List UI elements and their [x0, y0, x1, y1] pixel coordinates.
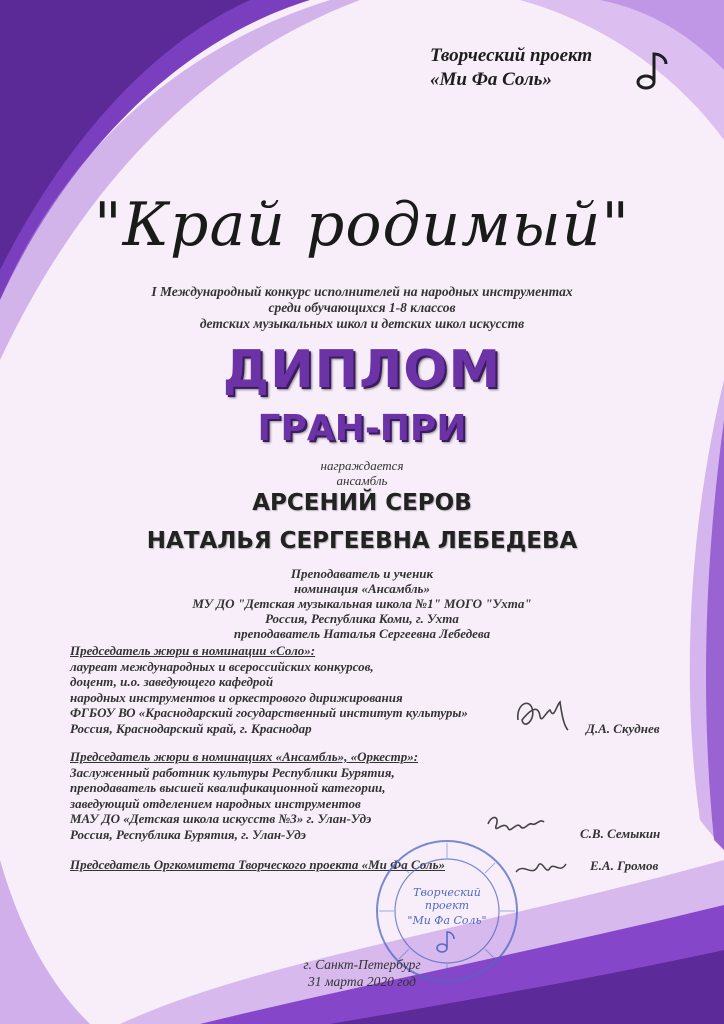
project-label-line2: «Ми Фа Соль»: [430, 69, 552, 90]
music-note-icon: [636, 48, 672, 92]
info-line: Преподаватель и ученик: [290, 566, 434, 581]
jury-line: Россия, Краснодарский край, г. Краснодар: [70, 720, 312, 736]
signer-name: С.В. Семыкин: [580, 826, 661, 841]
recipient-name-1: АРСЕНИЙ СЕРОВ: [252, 490, 472, 516]
project-label-line1: Творческий проект: [430, 45, 593, 66]
contest-subtitle: [0, 284, 724, 332]
jury-line: лауреат международных и всероссийских конкурсов,: [70, 658, 374, 674]
subtitle-line: I Международный конкурс исполнителей на народных инструментах: [151, 284, 573, 299]
awarded-to: [0, 458, 724, 488]
jury-heading: Председатель жюри в номинации «Соло»:: [70, 643, 316, 658]
signature-skudnev: [510, 690, 580, 740]
subtitle-line: детских музыкальных школ и детских школ искусств: [199, 316, 525, 331]
jury-line: ФГБОУ ВО «Краснодарский государственный институт культуры»: [70, 705, 468, 720]
footer-date: 31 марта 2020 год: [308, 974, 416, 989]
info-line: номинация «Ансамбль»: [294, 581, 430, 596]
stamp-note-icon: [437, 932, 454, 952]
contest-title: "Край родимый": [94, 190, 630, 260]
recipient-name-2: НАТАЛЬЯ СЕРГЕЕВНА ЛЕБЕДЕВА: [146, 528, 578, 554]
project-label: [430, 44, 592, 92]
awarded-to-line1: награждается: [320, 458, 404, 473]
jury-line: заведующий отделением народных инструментов: [70, 795, 361, 811]
footer: [0, 956, 724, 990]
stamp-text: проект: [424, 899, 470, 912]
jury-heading: Председатель Оргкомитета Творческого проекта «Ми Фа Соль»: [70, 857, 446, 872]
stamp-text: "Ми Фа Соль": [407, 914, 487, 927]
jury-line: МАУ ДО «Детская школа искусств №3» г. Улан-Удэ: [70, 811, 372, 826]
jury-line: Заслуженный работник культуры Республики Бурятия,: [70, 764, 395, 780]
award-heading: ГРАН-ПРИ: [257, 408, 467, 449]
footer-city: г. Санкт-Петербург: [303, 957, 421, 972]
signer-name: Е.А. Громов: [590, 858, 659, 873]
jury-line: Россия, Республика Бурятия, г. Улан-Удэ: [70, 826, 306, 842]
jury-line: народных инструментов и оркестрового дирижирования: [70, 689, 403, 705]
jury-line: преподаватель высшей квалификационной категории,: [70, 780, 386, 795]
jury-block-solo: [70, 643, 468, 736]
stamp-text: Творческий: [413, 886, 481, 899]
jury-line: доцент, и.о. заведующего кафедрой: [70, 674, 274, 689]
diploma-heading: ДИПЛОМ: [222, 340, 502, 400]
signer-name: Д.А. Скуднев: [586, 721, 660, 736]
jury-heading: Председатель жюри в номинациях «Ансамбль», «Оркестр»:: [70, 749, 419, 764]
subtitle-line: среди обучающихся 1-8 классов: [268, 300, 456, 315]
info-line: преподаватель Наталья Сергеевна Лебедева: [233, 626, 491, 641]
recipient-info: [0, 566, 724, 641]
info-line: Россия, Республика Коми, г. Ухта: [265, 611, 459, 626]
jury-block-ensemble: [70, 749, 418, 842]
info-line: МУ ДО "Детская музыкальная школа №1" МОГО "Ухта": [192, 596, 532, 611]
awarded-to-line2: ансамбль: [336, 473, 388, 488]
